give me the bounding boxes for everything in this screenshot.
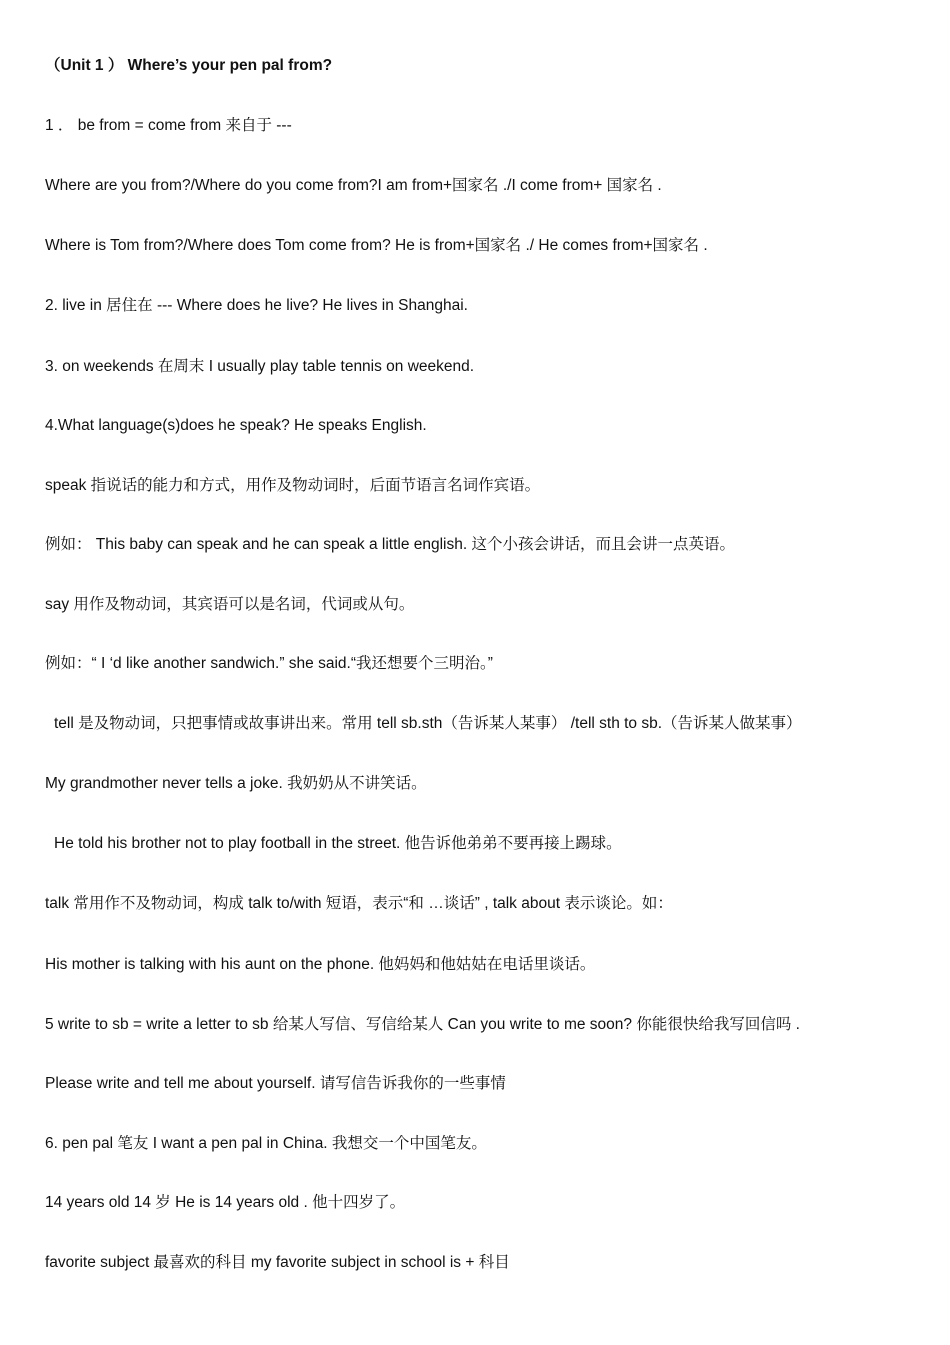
text-line: talk 常用作不及物动词，构成 talk to/with 短语，表示“和 …谈话” , talk about 表示谈论。如： [45,895,673,912]
text-line: 1 ． be from = come from 来自于 --- [45,117,292,134]
text-line: Where is Tom from?/Where does Tom come from? He is from+国家名 ./ He comes from+国家名 . [45,237,708,254]
text-line: speak 指说话的能力和方式，用作及物动词时，后面节语言名词作宾语。 [45,477,541,494]
text-line: say 用作及物动词，其宾语可以是名词，代词或从句。 [45,596,415,613]
text-line: tell 是及物动词，只把事情或故事讲出来。常用 tell sb.sth（告诉某人某事） /tell sth to sb.（告诉某人做某事） [54,715,802,732]
text-line: Where are you from?/Where do you come from?I am from+国家名 ./I come from+ 国家名 . [45,177,662,194]
text-line: 6. pen pal 笔友 I want a pen pal in China. 我想交一个中国笔友。 [45,1135,487,1152]
text-line: He told his brother not to play football in the street. 他告诉他弟弟不要再接上踢球。 [54,835,622,852]
text-line: 4.What language(s)does he speak? He speaks English. [45,417,427,434]
text-line: 例如： This baby can speak and he can speak a little english. 这个小孩会讲话，而且会讲一点英语。 [45,536,735,553]
text-line: favorite subject 最喜欢的科目 my favorite subject in school is + 科目 [45,1254,510,1271]
document-title: （Unit 1 ） Where’s your pen pal from? [45,57,333,74]
text-line: 2. live in 居住在 --- Where does he live? He lives in Shanghai. [45,297,468,314]
text-line: 例如：“ I ‘d like another sandwich.” she said.“我还想要个三明治。” [45,655,493,672]
text-line: 5 write to sb = write a letter to sb 给某人写信、写信给某人 Can you write to me soon? 你能很快给我写回信吗 . [45,1016,800,1033]
text-line: 3. on weekends 在周末 I usually play table tennis on weekend. [45,358,475,375]
text-line: Please write and tell me about yourself. 请写信告诉我你的一些事情 [45,1075,506,1092]
text-line: His mother is talking with his aunt on the phone. 他妈妈和他姑姑在电话里谈话。 [45,956,596,973]
text-line: 14 years old 14 岁 He is 14 years old . 他十四岁了。 [45,1194,406,1211]
text-line: My grandmother never tells a joke. 我奶奶从不讲笑话。 [45,775,427,792]
